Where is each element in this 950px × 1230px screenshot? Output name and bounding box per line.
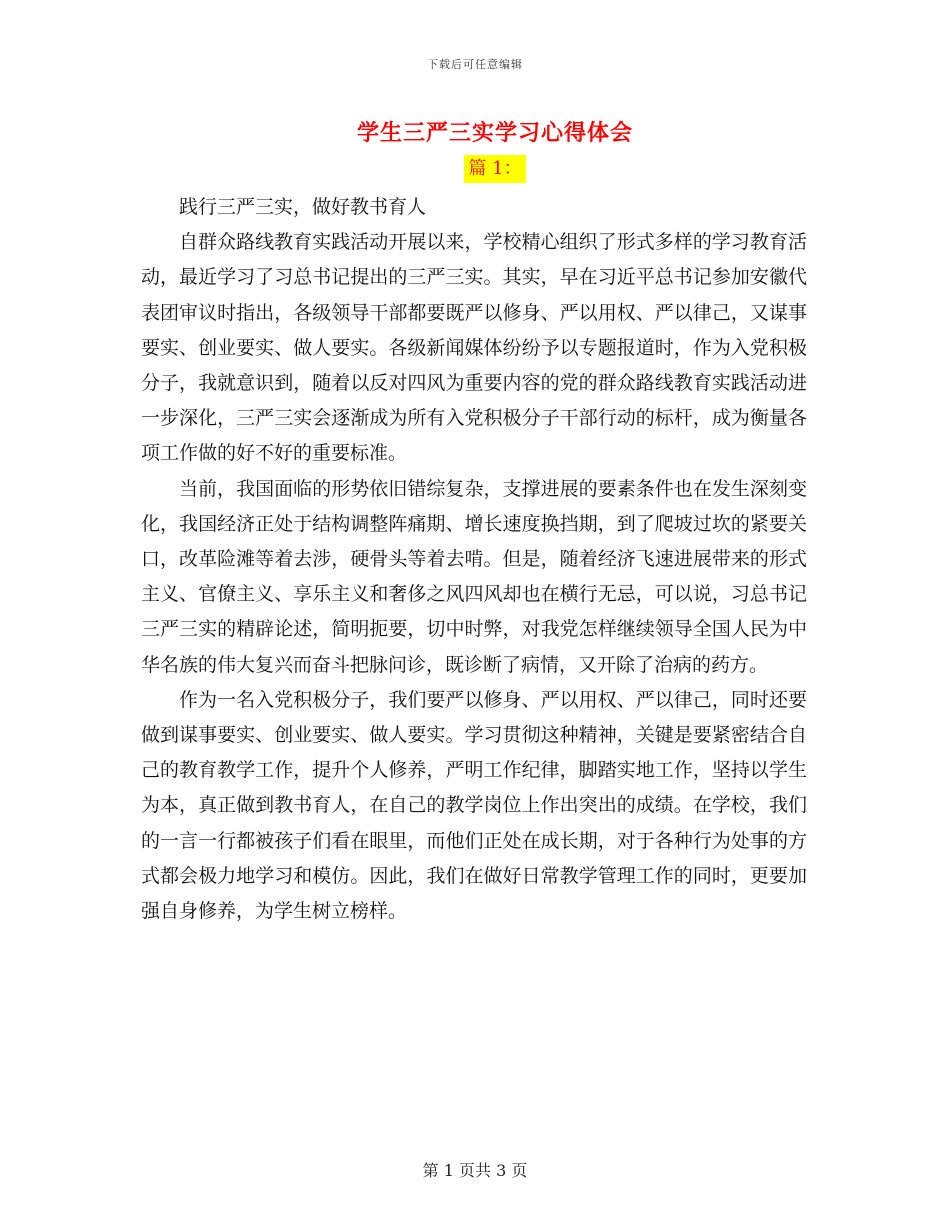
paragraph: 自群众路线教育实践活动开展以来，学校精心组织了形式多样的学习教育活动，最近学习了习总书记提出的三严三实。其实，早在习近平总书记参加安徽代表团审议时指出，各级领导干部都要既严以修身、严以用权、严以律己，又谋事要实、创业要实、做人要实。各级新闻媒体纷纷予以专题报道时，作为入党积极分子，我就意识到，随着以反对四风为重要内容的党的群众路线教育实践活动进一步深化，三严三实会逐渐成为所有入党积极分子干部行动的标杆，成为衡量各项工作做的好不好的重要标准。 [141, 231, 807, 465]
paragraph: 当前，我国面临的形势依旧错综复杂，支撑进展的要素条件也在发生深刻变化，我国经济正处于结构调整阵痛期、增长速度换挡期，到了爬坡过坎的紧要关口，改革险滩等着去涉，硬骨头等着去啃。但是，随着经济飞速进展带来的形式主义、官僚主义、享乐主义和奢侈之风四风却也在横行无忌，可以说，习总书记三严三实的精辟论述，简明扼要，切中时弊，对我党怎样继续领导全国人民为中华名族的伟大复兴而奋斗把脉问诊，既诊断了病情，又开除了治病的药方。 [141, 477, 807, 676]
header-note: 下载后可任意编辑 [427, 58, 523, 71]
subtitle: 践行三严三实，做好教书育人 [179, 196, 427, 218]
document-title: 学生三严三实学习心得体会 [356, 120, 633, 146]
page-footer: 第 1 页共 3 页 [422, 1161, 528, 1180]
document-body [141, 190, 807, 929]
paragraph: 作为一名入党积极分子，我们要严以修身、严以用权、严以律己，同时还要做到谋事要实、创业要实、做人要实。学习贯彻这种精神，关键是要紧密结合自己的教育教学工作，提升个人修养，严明工作纪律，脚踏实地工作，坚持以学生为本，真正做到教书育人，在自己的教学岗位上作出突出的成绩。在学校，我们的一言一行都被孩子们看在眼里，而他们正处在成长期，对于各种行为处事的方式都会极力地学习和模仿。因此，我们在做好日常教学管理工作的同时，更要加强自身修养，为学生树立榜样。 [141, 688, 807, 923]
section-label-container [0, 155, 950, 183]
section-label: 篇 1： [464, 155, 525, 183]
